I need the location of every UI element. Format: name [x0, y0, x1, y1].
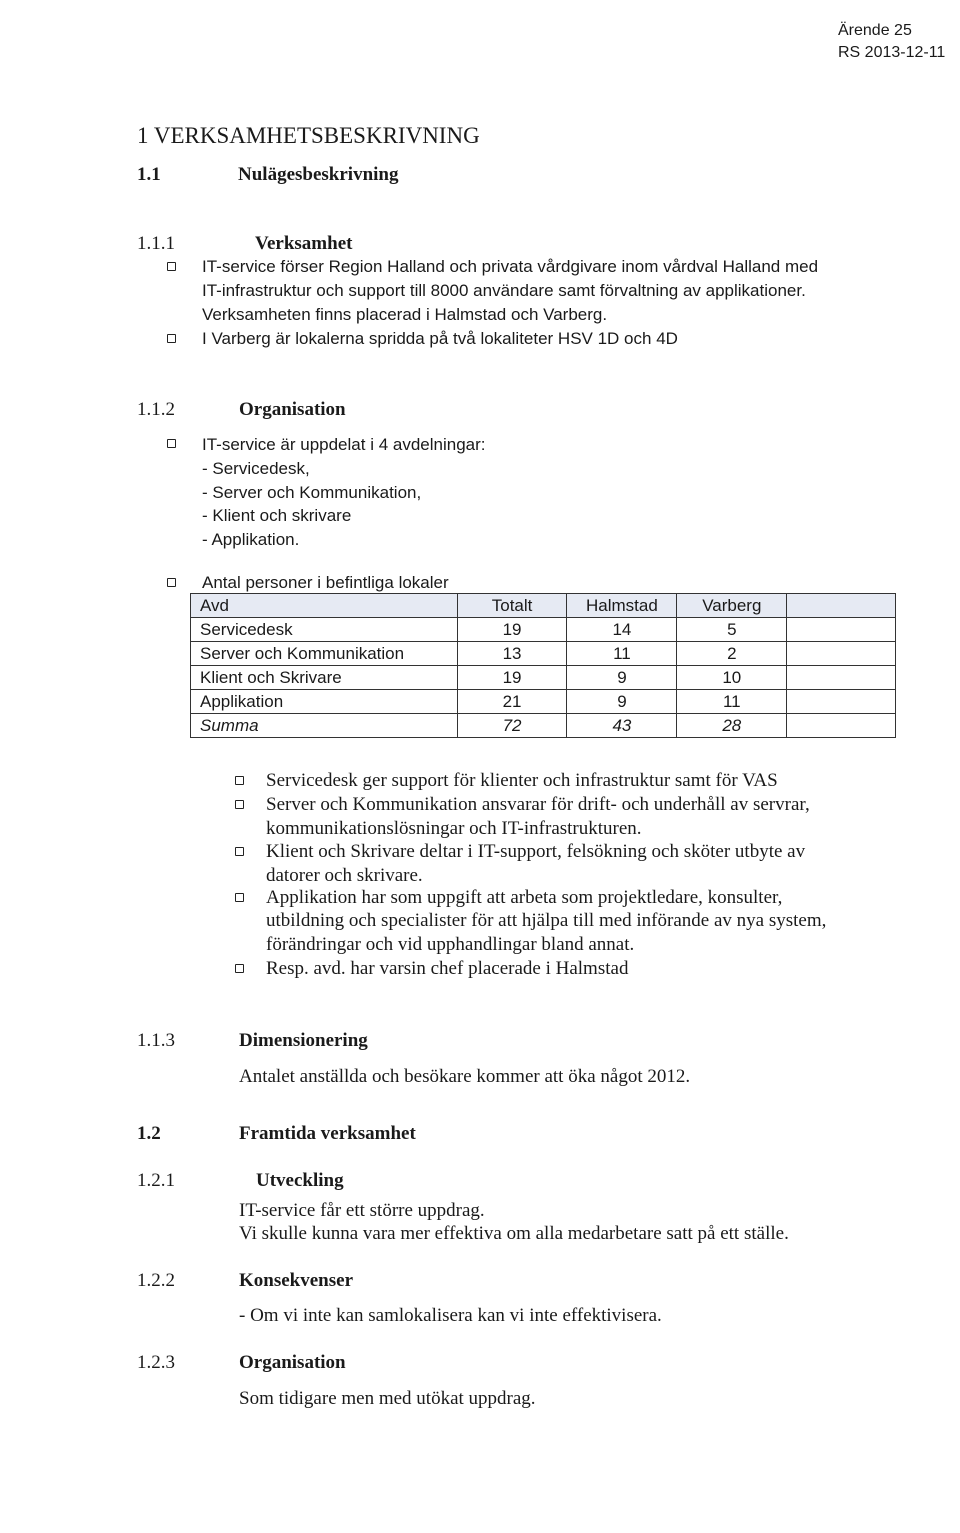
bullet-icon	[235, 847, 244, 856]
table-cell: 13	[457, 642, 567, 666]
case-number: Ärende 25	[838, 22, 912, 39]
heading-1-2-1-title: Utveckling	[256, 1170, 344, 1191]
table-cell: 5	[677, 618, 787, 642]
paragraph-line: Verksamheten finns placerad i Halmstad och Varberg.	[202, 305, 608, 324]
bullet-icon	[235, 800, 244, 809]
table-row	[191, 690, 896, 714]
table-cell	[787, 642, 896, 666]
heading-1-2-3-title: Organisation	[239, 1352, 346, 1373]
paragraph-line: kommunikationslösningar och IT-infrastrukturen.	[266, 818, 642, 839]
paragraph-line: Servicedesk ger support för klienter och infrastruktur samt för VAS	[266, 770, 778, 791]
paragraph-line: IT-service får ett större uppdrag.	[239, 1200, 485, 1221]
table-caption: Antal personer i befintliga lokaler	[202, 573, 449, 592]
heading-1-1-3-title: Dimensionering	[239, 1030, 368, 1051]
table-cell: 11	[567, 642, 677, 666]
paragraph-line: Applikation har som uppgift att arbeta som projektledare, konsulter,	[266, 887, 783, 908]
bullet-icon	[235, 964, 244, 973]
paragraph-line: datorer och skrivare.	[266, 865, 423, 886]
bullet-icon	[167, 262, 176, 271]
heading-1-1-2-title: Organisation	[239, 399, 346, 420]
paragraph-line: Resp. avd. har varsin chef placerade i Halmstad	[266, 958, 629, 979]
bullet-icon	[167, 334, 176, 343]
table-cell: 10	[677, 666, 787, 690]
paragraph-line: IT-service förser Region Halland och privata vårdgivare inom vårdval Halland med	[202, 257, 819, 276]
meeting-date: RS 2013-12-11	[838, 44, 946, 61]
table-cell: 72	[457, 714, 567, 738]
chapter-title: 1 VERKSAMHETSBESKRIVNING	[137, 123, 480, 148]
paragraph-line: Vi skulle kunna vara mer effektiva om alla medarbetare satt på ett ställe.	[239, 1223, 789, 1244]
table-cell	[787, 714, 896, 738]
table-cell: 14	[567, 618, 677, 642]
paragraph-line: IT-service är uppdelat i 4 avdelningar:	[202, 435, 486, 454]
table-cell: 19	[457, 618, 567, 642]
table-cell: 2	[677, 642, 787, 666]
table-cell: Servicedesk	[191, 618, 458, 642]
paragraph-line: Klient och Skrivare deltar i IT-support, felsökning och sköter utbyte av	[266, 841, 806, 862]
table-cell: 9	[567, 666, 677, 690]
table-row	[191, 618, 896, 642]
paragraph-line: Antalet anställda och besökare kommer att öka något 2012.	[239, 1066, 691, 1087]
column-header: Halmstad	[567, 594, 677, 618]
heading-1-1-3-number: 1.1.3	[137, 1030, 175, 1051]
table-sum-row	[191, 714, 896, 738]
bullet-icon	[167, 578, 176, 587]
paragraph-line: Server och Kommunikation ansvarar för drift- och underhåll av servrar,	[266, 794, 810, 815]
column-header	[787, 594, 896, 618]
personnel-table	[190, 593, 896, 738]
table-cell	[787, 618, 896, 642]
table-cell: Applikation	[191, 690, 458, 714]
heading-1-2-title: Framtida verksamhet	[239, 1123, 416, 1144]
paragraph-line: - Om vi inte kan samlokalisera kan vi inte effektivisera.	[239, 1305, 662, 1326]
table-cell: Server och Kommunikation	[191, 642, 458, 666]
table-header-row	[191, 594, 896, 618]
heading-1-1-1-number: 1.1.1	[137, 233, 175, 254]
table-cell	[787, 666, 896, 690]
paragraph-line: - Applikation.	[202, 530, 300, 549]
table-cell: 43	[567, 714, 677, 738]
heading-1-2-number: 1.2	[137, 1123, 161, 1144]
heading-1-1-2-number: 1.1.2	[137, 399, 175, 420]
paragraph-line: förändringar och vid upphandlingar bland annat.	[266, 934, 635, 955]
bullet-icon	[235, 776, 244, 785]
paragraph-line: - Server och Kommunikation,	[202, 483, 422, 502]
table-cell: Klient och Skrivare	[191, 666, 458, 690]
column-header: Totalt	[457, 594, 567, 618]
table-cell: 11	[677, 690, 787, 714]
bullet-icon	[235, 893, 244, 902]
heading-1-1-1-title: Verksamhet	[255, 233, 353, 254]
table-cell: 9	[567, 690, 677, 714]
table-cell	[787, 690, 896, 714]
paragraph-line: - Servicedesk,	[202, 459, 310, 478]
paragraph-line: utbildning och specialister för att hjälpa till med införande av nya system,	[266, 910, 827, 931]
table-row	[191, 666, 896, 690]
table-cell: 21	[457, 690, 567, 714]
document-header	[838, 20, 945, 64]
heading-1-1-title: Nulägesbeskrivning	[238, 164, 399, 185]
paragraph-line: IT-infrastruktur och support till 8000 användare samt förvaltning av applikationer.	[202, 281, 806, 300]
heading-1-2-2-number: 1.2.2	[137, 1270, 175, 1291]
paragraph-line: - Klient och skrivare	[202, 506, 352, 525]
heading-1-2-3-number: 1.2.3	[137, 1352, 175, 1373]
table-cell: Summa	[191, 714, 458, 738]
column-header: Varberg	[677, 594, 787, 618]
table-cell: 28	[677, 714, 787, 738]
bullet-icon	[167, 439, 176, 448]
paragraph-line: I Varberg är lokalerna spridda på två lokaliteter HSV 1D och 4D	[202, 329, 678, 348]
column-header: Avd	[191, 594, 458, 618]
heading-1-1-number: 1.1	[137, 164, 161, 185]
heading-1-2-2-title: Konsekvenser	[239, 1270, 353, 1291]
table-cell: 19	[457, 666, 567, 690]
heading-1-2-1-number: 1.2.1	[137, 1170, 175, 1191]
paragraph-line: Som tidigare men med utökat uppdrag.	[239, 1388, 536, 1409]
table-row	[191, 642, 896, 666]
